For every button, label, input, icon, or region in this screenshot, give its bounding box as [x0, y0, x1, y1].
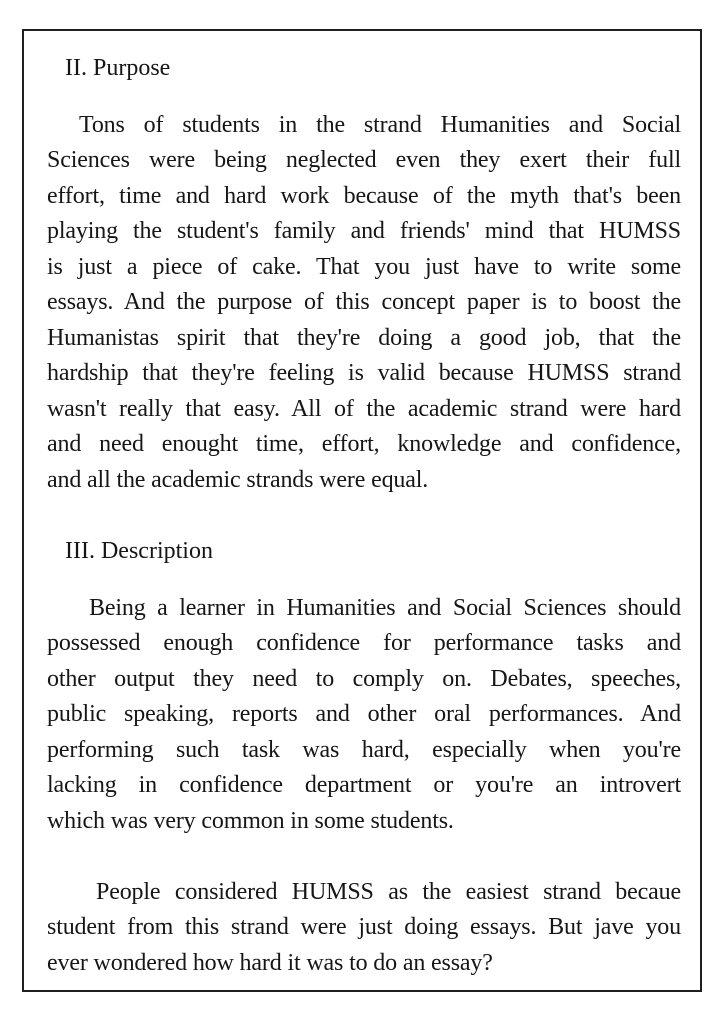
text-line: lacking in confidence department or you're an introvert [47, 772, 681, 798]
text-line: Tons of students in the strand Humanities and Social [79, 111, 681, 138]
text-line: People considered HUMSS as the easiest strand becaue [96, 878, 681, 905]
text-line: performing such task was hard, especially when you're [47, 736, 681, 763]
text-line: Humanistas spirit that they're doing a good job, that the [47, 324, 681, 351]
section-heading-purpose: II. Purpose [65, 55, 171, 81]
text-line: is just a piece of cake. That you just have to write some [47, 253, 681, 280]
text-line: hardship that they're feeling is valid because HUMSS strand [47, 360, 681, 386]
text-line: ever wondered how hard it was to do an essay? [47, 949, 493, 976]
text-line: possessed enough confidence for performance tasks and [47, 630, 681, 656]
text-line: essays. And the purpose of this concept paper is to boost the [47, 289, 681, 315]
text-line: other output they need to comply on. Debates, speeches, [47, 665, 681, 692]
text-line: which was very common in some students. [47, 807, 454, 834]
text-line: public speaking, reports and other oral performances. And [47, 701, 681, 727]
section-description [47, 534, 681, 981]
text-line: wasn't really that easy. All of the academic strand were hard [47, 395, 681, 422]
section-heading-description: III. Description [65, 538, 213, 564]
document-border-frame [22, 29, 702, 992]
text-line: playing the student's family and friends' mind that HUMSS [47, 218, 681, 244]
text-line: student from this strand were just doing essays. But jave you [47, 914, 681, 940]
text-line: Sciences were being neglected even they exert their full [47, 147, 681, 173]
paragraph-description-2 [47, 875, 681, 982]
text-line: and all the academic strands were equal. [47, 466, 429, 493]
paragraph-purpose [47, 108, 681, 499]
text-line: Being a learner in Humanities and Social Sciences should [89, 594, 681, 621]
text-line: effort, time and hard work because of the myth that's been [47, 182, 681, 209]
section-purpose [47, 51, 681, 498]
text-line: and need enought time, effort, knowledge and confidence, [47, 431, 681, 457]
paragraph-description-1 [47, 591, 681, 840]
